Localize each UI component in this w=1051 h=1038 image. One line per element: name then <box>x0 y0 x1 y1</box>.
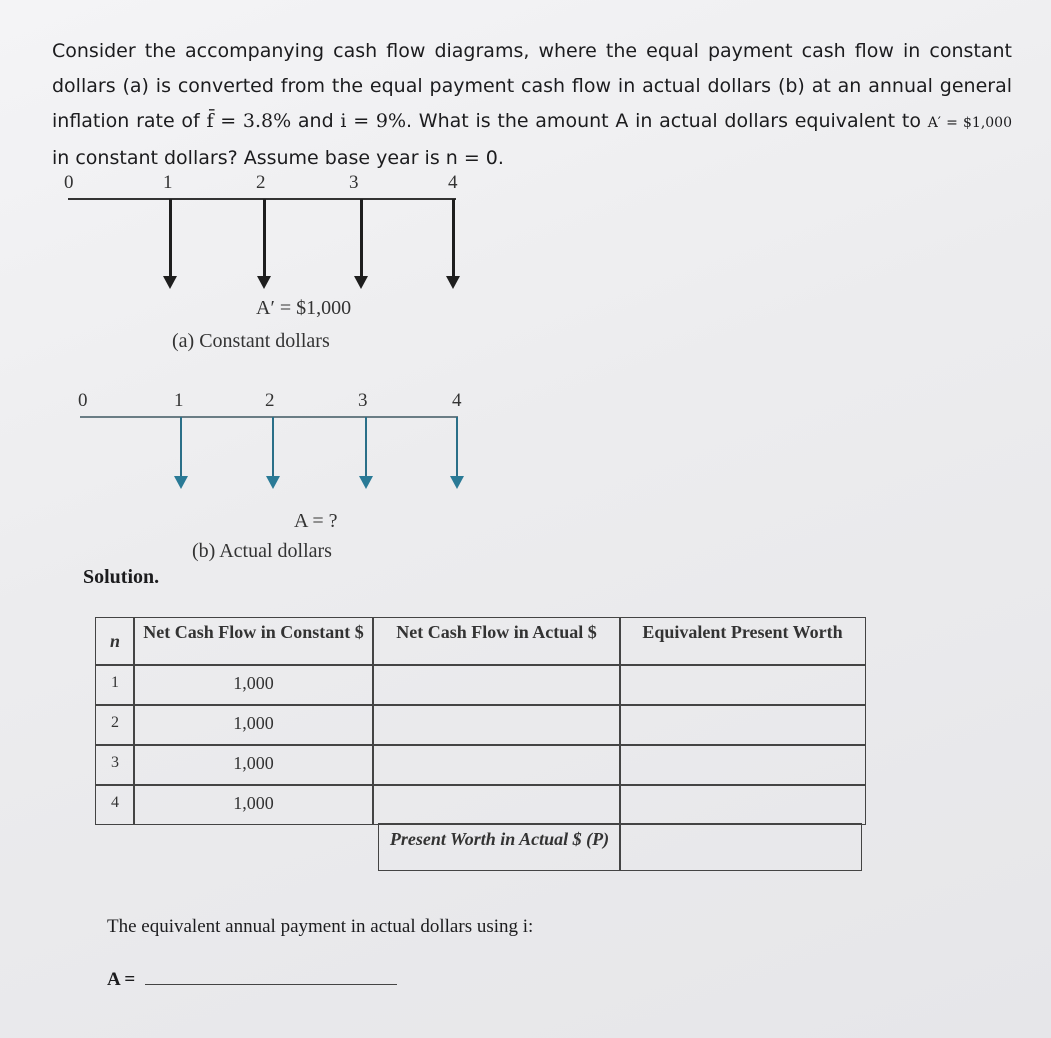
row-constant: 1,000 <box>133 785 374 825</box>
tick-0: 0 <box>64 172 74 193</box>
row-present-input[interactable] <box>619 665 866 705</box>
payment-arrow <box>360 199 363 277</box>
present-worth-label: Present Worth in Actual $ (P) <box>378 823 621 871</box>
answer-blank[interactable] <box>145 966 397 985</box>
cash-flow-diagram-actual <box>70 388 490 568</box>
row-present-input[interactable] <box>619 785 866 825</box>
header-constant: Net Cash Flow in Constant $ <box>133 617 374 665</box>
tick-3: 3 <box>358 390 368 411</box>
amount-label: A = ? <box>294 510 338 532</box>
present-worth-input[interactable] <box>619 823 862 871</box>
payment-arrow <box>456 417 458 477</box>
tick-3: 3 <box>349 172 359 193</box>
question-part-3: . What is the amount A in actual dollars equivalent to <box>406 110 928 132</box>
tick-2: 2 <box>256 172 266 193</box>
answer-row <box>107 966 397 991</box>
tick-2: 2 <box>265 390 275 411</box>
row-n: 3 <box>95 745 135 785</box>
question-text <box>52 34 1012 176</box>
payment-arrow <box>169 199 172 277</box>
question-part-1: Consider the accompanying cash flow diagrams, where the equal payment cash flow in constant dollars (a) is converted from the equal payment cash flow in actual dollars (b) at an annual general inflation rate of <box>52 40 1012 132</box>
inflation-rate: f̄ = 3.8% <box>206 110 292 132</box>
payment-arrow <box>272 417 274 477</box>
row-n: 2 <box>95 705 135 745</box>
header-n: n <box>95 617 135 665</box>
tick-0: 0 <box>78 390 88 411</box>
tick-1: 1 <box>174 390 184 411</box>
row-constant: 1,000 <box>133 745 374 785</box>
header-present-worth: Equivalent Present Worth <box>619 617 866 665</box>
tick-4: 4 <box>452 390 462 411</box>
diagram-caption: (a) Constant dollars <box>172 330 330 352</box>
row-actual-input[interactable] <box>372 785 621 825</box>
equivalent-payment-text: The equivalent annual payment in actual dollars using i: <box>107 916 534 937</box>
cash-flow-diagram-constant <box>60 170 480 360</box>
row-present-input[interactable] <box>619 745 866 785</box>
row-constant: 1,000 <box>133 665 374 705</box>
row-actual-input[interactable] <box>372 705 621 745</box>
payment-arrow <box>365 417 367 477</box>
payment-arrow <box>263 199 266 277</box>
row-constant: 1,000 <box>133 705 374 745</box>
tick-4: 4 <box>448 172 458 193</box>
diagram-caption: (b) Actual dollars <box>192 540 332 562</box>
row-actual-input[interactable] <box>372 665 621 705</box>
tick-1: 1 <box>163 172 173 193</box>
row-present-input[interactable] <box>619 705 866 745</box>
interest-rate: i = 9% <box>340 110 407 132</box>
time-axis <box>68 198 456 200</box>
header-actual: Net Cash Flow in Actual $ <box>372 617 621 665</box>
amount-label: A′ = $1,000 <box>256 297 352 319</box>
question-part-2: and <box>291 110 341 132</box>
time-axis <box>80 416 458 418</box>
payment-arrow <box>180 417 182 477</box>
aprime-value: A′ = $1,000 <box>927 115 1012 131</box>
row-n: 4 <box>95 785 135 825</box>
row-n: 1 <box>95 665 135 705</box>
payment-arrow <box>452 199 455 277</box>
row-actual-input[interactable] <box>372 745 621 785</box>
answer-label: A = <box>107 969 136 990</box>
solution-heading: Solution. <box>83 566 160 588</box>
question-part-4: in constant dollars? Assume base year is n = 0. <box>52 147 504 169</box>
